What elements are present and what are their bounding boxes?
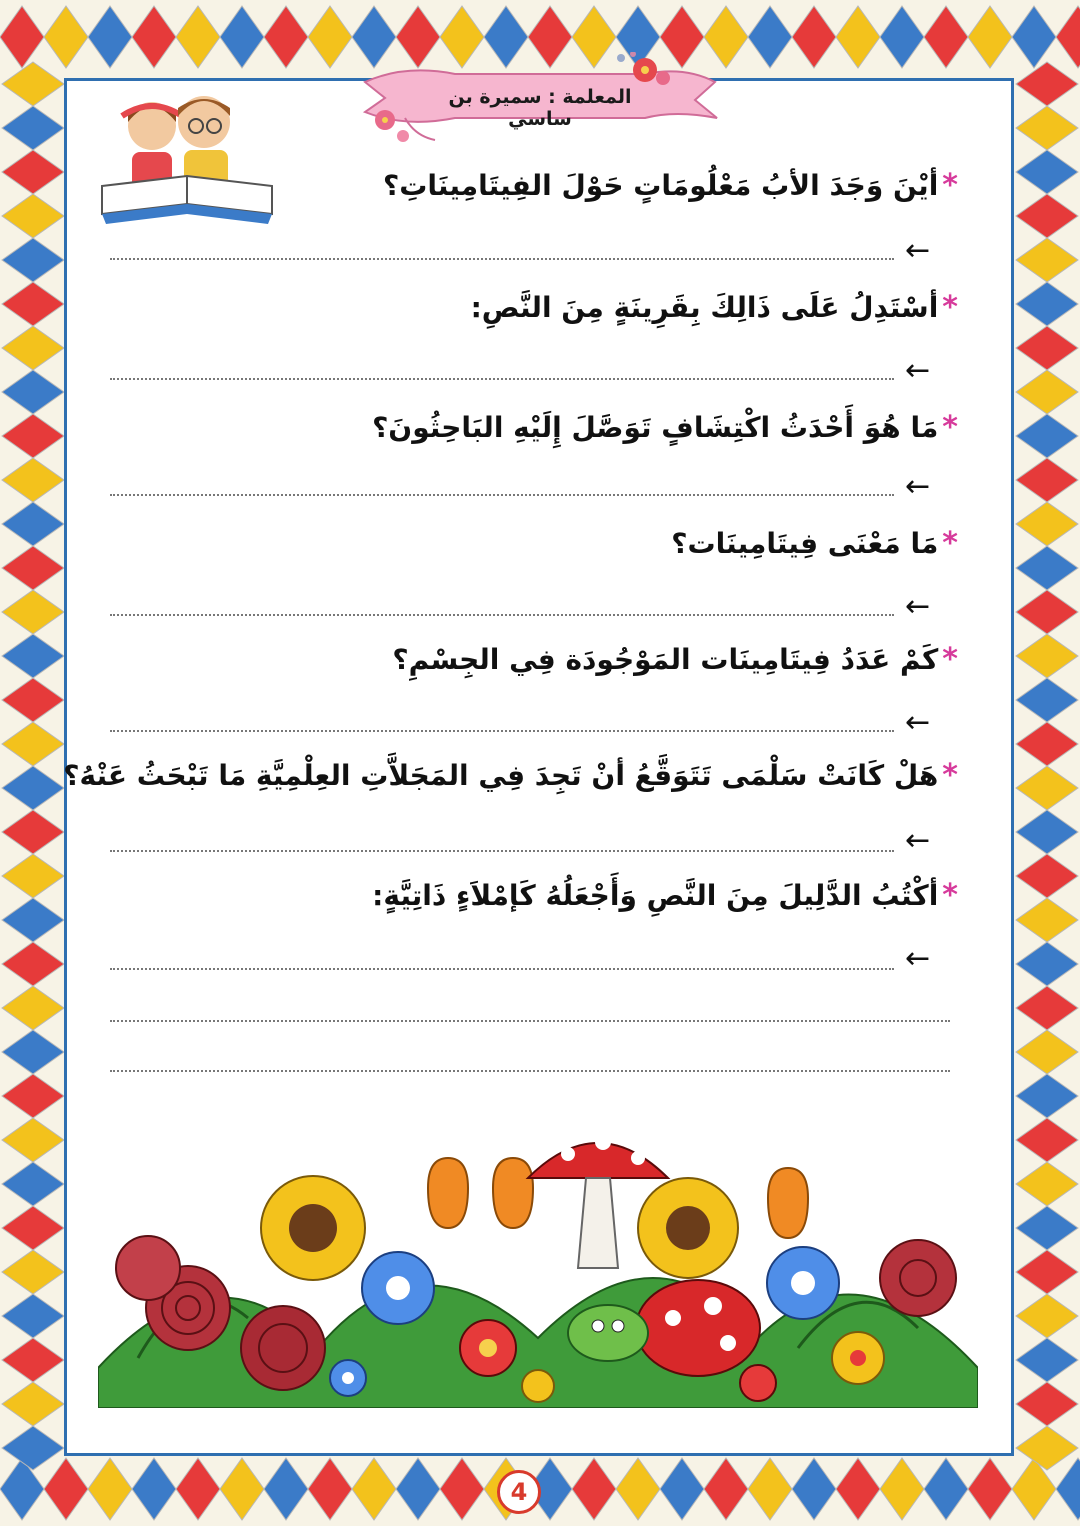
- answer-arrow-icon: ←: [905, 233, 931, 268]
- question-text: كَمْ عَدَدُ فِيتَامِينَات المَوْجُودَة فِي الجِسْمِ؟: [392, 643, 939, 676]
- question-text: مَا هُوَ أَحْدَثُ اكْتِشَافٍ تَوَصَّلَ إِلَيْهِ البَاحِثُونَ؟: [372, 411, 939, 444]
- answer-arrow-icon: ←: [905, 941, 931, 976]
- answer-arrow-icon: ←: [905, 353, 931, 388]
- question-5: [392, 642, 958, 677]
- answer-arrow-icon: ←: [905, 705, 931, 740]
- question-1: [383, 168, 958, 203]
- flower-garden-icon: [98, 1118, 978, 1408]
- question-2: [471, 290, 958, 325]
- question-text: مَا مَعْنَى فِيتَامِينَات؟: [671, 527, 939, 560]
- page-number-badge: 4: [497, 1470, 541, 1514]
- bullet-star-icon: *: [942, 526, 958, 561]
- kids-reading-icon: [92, 86, 282, 236]
- bullet-star-icon: *: [942, 168, 958, 203]
- answer-line: [110, 730, 894, 732]
- question-3: [372, 410, 958, 445]
- answer-line: [110, 850, 894, 852]
- question-text: أيْنَ وَجَدَ الأبُ مَعْلُومَاتٍ حَوْلَ الفِيتَامِينَاتِ؟: [383, 169, 939, 202]
- bullet-star-icon: *: [942, 758, 958, 793]
- question-text: هَلْ كَانَتْ سَلْمَى تَتَوَقَّعُ أنْ تَجِدَ فِي المَجَلاَّتِ العِلْمِيَّةِ مَا تَبْحَثُ عَنْهُ؟: [63, 759, 939, 792]
- bullet-star-icon: *: [942, 642, 958, 677]
- teacher-name: المعلمة : سميرة بن ساسي: [448, 86, 632, 130]
- answer-arrow-icon: ←: [905, 589, 931, 624]
- question-6: [63, 758, 958, 793]
- bullet-star-icon: *: [942, 410, 958, 445]
- answer-arrow-icon: ←: [905, 469, 931, 504]
- answer-line: [110, 968, 894, 970]
- answer-line: [110, 378, 894, 380]
- answer-line: [110, 494, 894, 496]
- answer-line: [110, 1070, 950, 1072]
- question-7: [372, 878, 958, 913]
- bullet-star-icon: *: [942, 290, 958, 325]
- answer-arrow-icon: ←: [905, 823, 931, 858]
- question-text: أسْتَدِلُ عَلَى ذَالِكَ بِقَرِينَةٍ مِنَ النَّصِ:: [470, 291, 939, 324]
- answer-line: [110, 614, 894, 616]
- answer-line: [110, 1020, 950, 1022]
- question-4: [671, 526, 958, 561]
- answer-line: [110, 258, 894, 260]
- question-text: أكْتُبُ الدَّلِيلَ مِنَ النَّصِ وَأَجْعَلُهُ كَإمْلاَءٍ ذَاتِيَّةٍ:: [372, 879, 939, 912]
- bullet-star-icon: *: [942, 878, 958, 913]
